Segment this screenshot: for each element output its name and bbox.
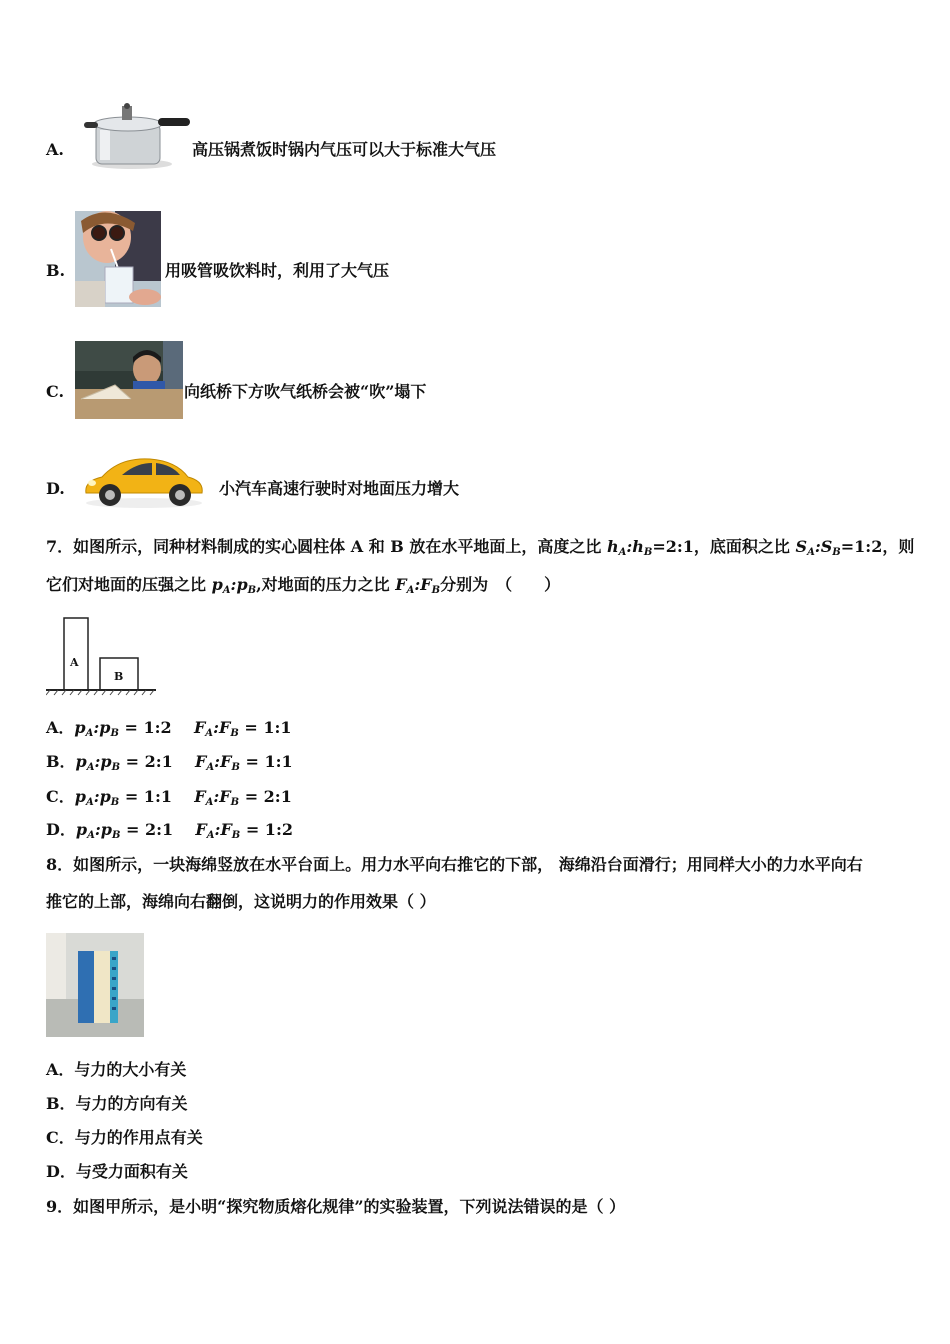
h-ratio: $h_A:h_B$	[606, 537, 653, 558]
q6-option-d-text: 小汽车高速行驶时对地面压力增大	[219, 479, 460, 498]
q7-stem-line-1	[46, 537, 914, 563]
q6-option-a-label: A.	[46, 140, 64, 159]
option-label: D．	[46, 1162, 76, 1181]
q7-option-c: C．$p_A:p_B$ = 1:1 $F_A:F_B$ = 2:1	[46, 787, 292, 808]
q6-option-b-label: B.	[46, 261, 66, 280]
q7-text-part: 分别为 （ ）	[440, 575, 561, 594]
q7-text-part: ,对地面的压力之比	[256, 575, 396, 594]
pressure-cooker-icon	[82, 100, 192, 172]
p-value: = 2:1	[125, 752, 173, 771]
q7-text-part: 它们对地面的压强之比	[46, 575, 212, 594]
q8-option-c	[46, 1128, 203, 1148]
q7-stem-line-2	[46, 575, 560, 601]
q7-option-d: D．$p_A:p_B$ = 2:1 $F_A:F_B$ = 1:2	[46, 820, 293, 841]
drinking-straw-photo-icon	[75, 211, 161, 307]
q8-option-b	[46, 1094, 188, 1114]
q8-option-d	[46, 1162, 188, 1182]
s-ratio: $S_A:S_B$	[795, 537, 841, 558]
option-label: B．	[46, 752, 76, 771]
q9-stem-line-1: 9．如图甲所示，是小明“探究物质熔化规律”的实验装置，下列说法错误的是（ ）	[46, 1197, 626, 1216]
cylinder-figure	[46, 614, 158, 696]
q7-option-b: B．$p_A:p_B$ = 2:1 $F_A:F_B$ = 1:1	[46, 752, 293, 773]
q7-text-part: 7．如图所示，同种材料制成的实心圆柱体 A 和 B 放在水平地面上，高度之比	[46, 537, 607, 556]
cylinder-a-label: A	[70, 656, 79, 669]
option-label: C．	[46, 787, 75, 806]
paper-bridge-photo-icon	[75, 341, 183, 419]
option-text: 与力的作用点有关	[74, 1128, 203, 1147]
option-text: 与力的大小有关	[74, 1060, 187, 1079]
p-value: = 1:1	[124, 787, 172, 806]
q6-option-c-label: C.	[46, 382, 65, 401]
q7-option-a: A．$p_A:p_B$ = 1:2 $F_A:F_B$ = 1:1	[46, 718, 292, 739]
p-ratio: $p_A:p_B$	[211, 575, 257, 596]
q6-option-b-text: 用吸管吸饮料时，利用了大气压	[165, 261, 390, 280]
q6-option-c-text: 向纸桥下方吹气纸桥会被“吹”塌下	[184, 382, 427, 401]
option-label: C．	[46, 1128, 75, 1147]
q8-stem-line-2: 推它的上部，海绵向右翻倒，这说明力的作用效果（ ）	[46, 892, 436, 911]
sponge-photo-icon	[46, 933, 144, 1037]
yellow-car-icon	[80, 453, 208, 509]
p-value: = 1:2	[124, 718, 172, 737]
f-value: = 1:1	[245, 752, 293, 771]
f-value: = 2:1	[244, 787, 292, 806]
f-ratio: $F_A:F_B$	[395, 575, 441, 596]
q7-text-part: =2:1，底面积之比	[652, 537, 796, 556]
option-label: A．	[46, 718, 75, 737]
f-value: = 1:1	[244, 718, 292, 737]
q6-option-d-label: D.	[46, 479, 65, 498]
option-label: B．	[46, 1094, 76, 1113]
q6-option-a-text: 高压锅煮饭时锅内气压可以大于标准大气压	[192, 140, 497, 159]
option-text: 与力的方向有关	[75, 1094, 188, 1113]
option-label: A．	[46, 1060, 75, 1079]
q8-option-a	[46, 1060, 186, 1080]
p-value: = 2:1	[125, 820, 174, 839]
q8-stem-line-1: 8．如图所示，一块海绵竖放在水平台面上。用力水平向右推它的下部， 海绵沿台面滑行；用同样大小的力水平向右	[46, 855, 863, 874]
cylinder-b-label: B	[114, 670, 124, 683]
f-value: = 1:2	[245, 820, 293, 839]
option-label: D．	[46, 820, 76, 839]
q7-text-part: =1:2，则	[840, 537, 915, 556]
option-text: 与受力面积有关	[75, 1162, 188, 1181]
